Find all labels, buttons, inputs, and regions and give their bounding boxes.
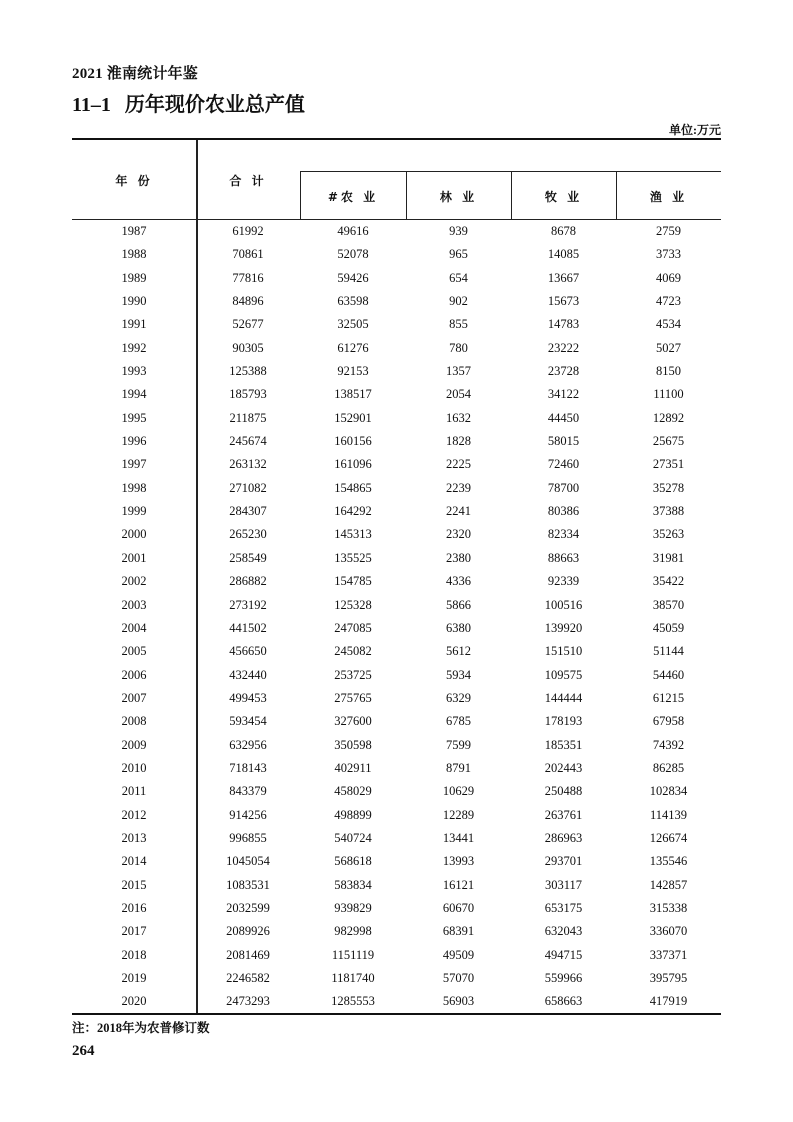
cell-year: 1990 (121, 294, 147, 309)
cell-animal-husbandry: 494715 (544, 947, 583, 962)
cell-forestry: 13993 (442, 854, 475, 869)
table-row (72, 314, 721, 337)
cell-animal-husbandry: 250488 (544, 784, 583, 799)
table-title (72, 88, 305, 117)
cell-agriculture: 982998 (334, 924, 372, 939)
cell-total: 441502 (229, 620, 267, 635)
cell-year: 2003 (121, 597, 147, 612)
cell-total: 90305 (232, 340, 264, 355)
cell-year: 1989 (121, 270, 147, 285)
cell-total: 284307 (229, 504, 267, 519)
cell-fishery: 395795 (649, 971, 688, 985)
cell-agriculture: 135525 (334, 550, 372, 565)
table-row (72, 268, 721, 291)
table-row (72, 338, 721, 361)
cell-forestry: 2054 (446, 387, 471, 402)
cell-agriculture: 63598 (337, 294, 369, 309)
header-forestry: 林 业 (439, 190, 478, 204)
cell-agriculture: 402911 (334, 760, 372, 775)
cell-agriculture: 161096 (334, 457, 372, 472)
cell-agriculture: 152901 (334, 410, 372, 425)
cell-forestry: 855 (449, 317, 468, 332)
cell-fishery: 67958 (652, 714, 685, 729)
cell-agriculture: 350598 (334, 737, 372, 752)
cell-forestry: 7599 (446, 737, 471, 752)
cell-forestry: 780 (449, 340, 468, 355)
cell-agriculture: 164292 (334, 504, 372, 519)
cell-fishery: 74392 (652, 737, 685, 752)
cell-year: 2020 (121, 994, 147, 1009)
table-row (72, 805, 721, 828)
cell-year: 2008 (121, 714, 147, 729)
cell-animal-husbandry: 14783 (547, 317, 580, 332)
cell-total: 271082 (229, 480, 267, 495)
cell-forestry: 12289 (442, 807, 475, 822)
cell-animal-husbandry: 78700 (547, 480, 580, 495)
cell-fishery: 86285 (652, 760, 685, 775)
cell-total: 273192 (229, 597, 267, 612)
cell-forestry: 2239 (446, 480, 471, 495)
book-title: 2021 淮南统计年鉴 (72, 66, 198, 82)
header-animal-husbandry: 牧 业 (544, 190, 583, 204)
cell-fishery: 4534 (656, 317, 681, 332)
cell-forestry: 57070 (442, 971, 475, 985)
table-row (72, 758, 721, 781)
cell-forestry: 49509 (442, 947, 475, 962)
cell-total: 52677 (232, 317, 264, 332)
cell-total: 245674 (229, 434, 267, 449)
cell-forestry: 68391 (442, 924, 475, 939)
table-row (72, 921, 721, 944)
table-row (72, 291, 721, 314)
cell-fishery: 336070 (649, 924, 688, 939)
cell-forestry: 60670 (442, 900, 475, 915)
cell-fishery: 54460 (652, 667, 685, 682)
cell-agriculture: 498899 (334, 807, 372, 822)
cell-total: 70861 (232, 247, 264, 262)
cell-year: 2001 (121, 550, 147, 565)
table-row (72, 711, 721, 734)
cell-year: 2007 (121, 690, 147, 705)
cell-year: 1988 (121, 247, 147, 262)
cell-forestry: 2241 (446, 504, 471, 519)
cell-year: 2011 (121, 784, 147, 799)
cell-agriculture: 540724 (334, 830, 372, 845)
cell-fishery: 135546 (649, 854, 688, 869)
cell-fishery: 12892 (652, 410, 685, 425)
cell-agriculture: 583834 (334, 877, 372, 892)
table-row (72, 781, 721, 804)
cell-year: 2015 (121, 877, 147, 892)
cell-forestry: 5866 (446, 597, 471, 612)
table-top-rule (72, 138, 721, 140)
cell-agriculture: 939829 (334, 900, 372, 915)
cell-fishery: 35278 (652, 480, 685, 495)
cell-year: 1992 (121, 340, 147, 355)
cell-fishery: 102834 (649, 784, 688, 799)
header-bottom-rule (72, 219, 721, 220)
cell-agriculture: 145313 (334, 527, 372, 542)
cell-total: 456650 (229, 644, 267, 659)
cell-animal-husbandry: 139920 (544, 620, 583, 635)
cell-year: 1995 (121, 410, 147, 425)
cell-year: 2014 (121, 854, 147, 869)
cell-year: 1999 (121, 504, 147, 519)
cell-forestry: 6380 (446, 620, 471, 635)
cell-agriculture: 125328 (334, 597, 372, 612)
cell-total: 1045054 (226, 854, 270, 869)
cell-animal-husbandry: 88663 (547, 550, 580, 565)
table-row (72, 595, 721, 618)
cell-animal-husbandry: 44450 (547, 410, 580, 425)
cell-agriculture: 52078 (337, 247, 369, 262)
cell-forestry: 4336 (446, 574, 471, 589)
cell-animal-husbandry: 23222 (547, 340, 580, 355)
cell-total: 632956 (229, 737, 267, 752)
cell-animal-husbandry: 559966 (544, 971, 583, 985)
table-row (72, 618, 721, 641)
cell-total: 77816 (232, 270, 264, 285)
table-number: 11–1 (72, 94, 111, 116)
header-year: 年 份 (115, 174, 153, 188)
cell-total: 718143 (229, 760, 267, 775)
cell-agriculture: 154865 (334, 480, 372, 495)
cell-agriculture: 138517 (334, 387, 372, 402)
cell-year: 2018 (121, 947, 147, 962)
cell-total: 914256 (229, 807, 267, 822)
cell-agriculture: 92153 (337, 364, 369, 379)
cell-total: 61992 (232, 224, 264, 238)
cell-animal-husbandry: 293701 (544, 854, 583, 869)
cell-fishery: 35263 (652, 527, 685, 542)
cell-forestry: 10629 (442, 784, 475, 799)
cell-fishery: 27351 (652, 457, 685, 472)
cell-animal-husbandry: 178193 (544, 714, 583, 729)
cell-fishery: 142857 (649, 877, 688, 892)
cell-forestry: 16121 (442, 877, 475, 892)
cell-forestry: 2320 (446, 527, 471, 542)
cell-forestry: 1632 (446, 410, 471, 425)
cell-total: 2473293 (226, 994, 270, 1009)
cell-year: 1993 (121, 364, 147, 379)
table-title-text: 历年现价农业总产值 (124, 94, 305, 116)
cell-agriculture: 32505 (337, 317, 369, 332)
cell-animal-husbandry: 13667 (547, 270, 580, 285)
cell-fishery: 37388 (652, 504, 685, 519)
cell-animal-husbandry: 202443 (544, 760, 583, 775)
table-row (72, 665, 721, 688)
cell-total: 185793 (229, 387, 267, 402)
cell-total: 996855 (229, 830, 267, 845)
table-body (72, 221, 721, 1015)
cell-forestry: 1828 (446, 434, 471, 449)
cell-year: 2012 (121, 807, 147, 822)
cell-year: 2009 (121, 737, 147, 752)
table-row (72, 688, 721, 711)
cell-forestry: 6785 (446, 714, 471, 729)
cell-total: 2032599 (226, 900, 270, 915)
cell-animal-husbandry: 658663 (544, 994, 583, 1009)
cell-animal-husbandry: 109575 (544, 667, 583, 682)
cell-fishery: 114139 (649, 807, 688, 822)
cell-agriculture: 247085 (334, 620, 372, 635)
cell-animal-husbandry: 15673 (547, 294, 580, 309)
cell-year: 1996 (121, 434, 147, 449)
cell-fishery: 45059 (652, 620, 685, 635)
cell-total: 286882 (229, 574, 267, 589)
cell-forestry: 1357 (446, 364, 471, 379)
cell-year: 1994 (121, 387, 147, 402)
cell-fishery: 337371 (649, 947, 688, 962)
header-agriculture: #农 业 (327, 190, 379, 204)
table-row (72, 898, 721, 921)
table-row (72, 991, 721, 1014)
cell-agriculture: 1151119 (331, 947, 375, 962)
table-row (72, 641, 721, 664)
cell-year: 1997 (121, 457, 147, 472)
cell-animal-husbandry: 100516 (544, 597, 583, 612)
cell-forestry: 2380 (446, 550, 471, 565)
cell-fishery: 25675 (652, 434, 685, 449)
cell-total: 263132 (229, 457, 267, 472)
cell-total: 593454 (229, 714, 267, 729)
cell-total: 2081469 (226, 947, 270, 962)
cell-fishery: 126674 (649, 830, 688, 845)
cell-fishery: 4723 (656, 294, 681, 309)
cell-forestry: 5934 (446, 667, 471, 682)
cell-total: 432440 (229, 667, 267, 682)
table-row (72, 478, 721, 501)
cell-agriculture: 154785 (334, 574, 372, 589)
cell-animal-husbandry: 286963 (544, 830, 583, 845)
table-row (72, 384, 721, 407)
cell-year: 2010 (121, 760, 147, 775)
header-total: 合 计 (229, 174, 267, 188)
cell-fishery: 4069 (656, 270, 681, 285)
cell-animal-husbandry: 653175 (544, 900, 583, 915)
cell-animal-husbandry: 34122 (547, 387, 580, 402)
cell-animal-husbandry: 632043 (544, 924, 583, 939)
cell-fishery: 8150 (656, 364, 681, 379)
cell-animal-husbandry: 303117 (544, 877, 583, 892)
cell-agriculture: 458029 (334, 784, 372, 799)
cell-fishery: 2759 (656, 224, 681, 238)
cell-year: 2004 (121, 620, 147, 635)
table-row (72, 735, 721, 758)
table-row (72, 945, 721, 968)
cell-animal-husbandry: 23728 (547, 364, 580, 379)
cell-total: 258549 (229, 550, 267, 565)
table-row (72, 524, 721, 547)
table-row (72, 431, 721, 454)
cell-animal-husbandry: 72460 (547, 457, 580, 472)
table-bottom-rule (72, 1013, 721, 1015)
cell-forestry: 8791 (446, 760, 471, 775)
cell-agriculture: 327600 (334, 714, 372, 729)
cell-total: 211875 (229, 410, 267, 425)
cell-fishery: 31981 (652, 550, 685, 565)
cell-fishery: 417919 (649, 994, 688, 1009)
cell-forestry: 5612 (446, 644, 471, 659)
table-row (72, 361, 721, 384)
cell-year: 1991 (121, 317, 147, 332)
cell-total: 125388 (229, 364, 267, 379)
cell-agriculture: 245082 (334, 644, 372, 659)
cell-total: 499453 (229, 690, 267, 705)
cell-total: 84896 (232, 294, 264, 309)
cell-agriculture: 59426 (337, 270, 369, 285)
cell-animal-husbandry: 8678 (551, 224, 576, 238)
cell-year: 2019 (121, 971, 147, 985)
cell-year: 2006 (121, 667, 147, 682)
table-row (72, 851, 721, 874)
page-number: 264 (72, 1043, 95, 1059)
cell-year: 1998 (121, 480, 147, 495)
cell-year: 2017 (121, 924, 147, 939)
cell-animal-husbandry: 92339 (547, 574, 580, 589)
table-row (72, 221, 721, 244)
cell-fishery: 51144 (653, 644, 684, 659)
table-row (72, 828, 721, 851)
cell-forestry: 965 (449, 247, 468, 262)
cell-fishery: 5027 (656, 340, 681, 355)
cell-year: 2013 (121, 830, 147, 845)
cell-forestry: 56903 (442, 994, 475, 1009)
cell-agriculture: 568618 (334, 854, 372, 869)
table-row (72, 875, 721, 898)
cell-fishery: 315338 (649, 900, 688, 915)
cell-year: 2002 (121, 574, 147, 589)
table-row (72, 501, 721, 524)
cell-agriculture: 49616 (337, 224, 369, 238)
unit-label: 单位:万元 (669, 123, 721, 137)
cell-animal-husbandry: 58015 (547, 434, 580, 449)
footnote: 注：2018年为农普修订数 (72, 1021, 210, 1035)
cell-fishery: 38570 (652, 597, 685, 612)
cell-agriculture: 1181740 (331, 971, 375, 985)
cell-agriculture: 253725 (334, 667, 372, 682)
cell-total: 1083531 (226, 877, 270, 892)
cell-forestry: 13441 (442, 830, 475, 845)
cell-forestry: 902 (449, 294, 468, 309)
header-fishery: 渔 业 (649, 190, 688, 204)
cell-agriculture: 275765 (334, 690, 372, 705)
cell-animal-husbandry: 14085 (547, 247, 580, 262)
cell-animal-husbandry: 80386 (547, 504, 580, 519)
table-row (72, 548, 721, 571)
cell-fishery: 61215 (652, 690, 685, 705)
cell-year: 2000 (121, 527, 147, 542)
cell-total: 843379 (229, 784, 267, 799)
cell-animal-husbandry: 151510 (544, 644, 583, 659)
cell-total: 2089926 (226, 924, 270, 939)
cell-animal-husbandry: 82334 (547, 527, 580, 542)
cell-animal-husbandry: 185351 (544, 737, 583, 752)
cell-year: 2016 (121, 900, 147, 915)
cell-fishery: 35422 (652, 574, 685, 589)
cell-year: 1987 (121, 224, 147, 238)
cell-animal-husbandry: 144444 (544, 690, 583, 705)
cell-forestry: 939 (449, 224, 468, 238)
table-row (72, 244, 721, 267)
cell-forestry: 6329 (446, 690, 471, 705)
cell-forestry: 2225 (446, 457, 471, 472)
cell-total: 265230 (229, 527, 267, 542)
cell-agriculture: 160156 (334, 434, 372, 449)
table-row (72, 408, 721, 431)
table-row (72, 571, 721, 594)
table-row (72, 968, 721, 991)
cell-year: 2005 (121, 644, 147, 659)
cell-total: 2246582 (226, 971, 270, 985)
cell-animal-husbandry: 263761 (544, 807, 583, 822)
cell-fishery: 11100 (653, 387, 684, 402)
cell-agriculture: 1285553 (331, 994, 375, 1009)
table-row (72, 454, 721, 477)
cell-fishery: 3733 (656, 247, 681, 262)
cell-agriculture: 61276 (337, 340, 369, 355)
cell-forestry: 654 (449, 270, 468, 285)
